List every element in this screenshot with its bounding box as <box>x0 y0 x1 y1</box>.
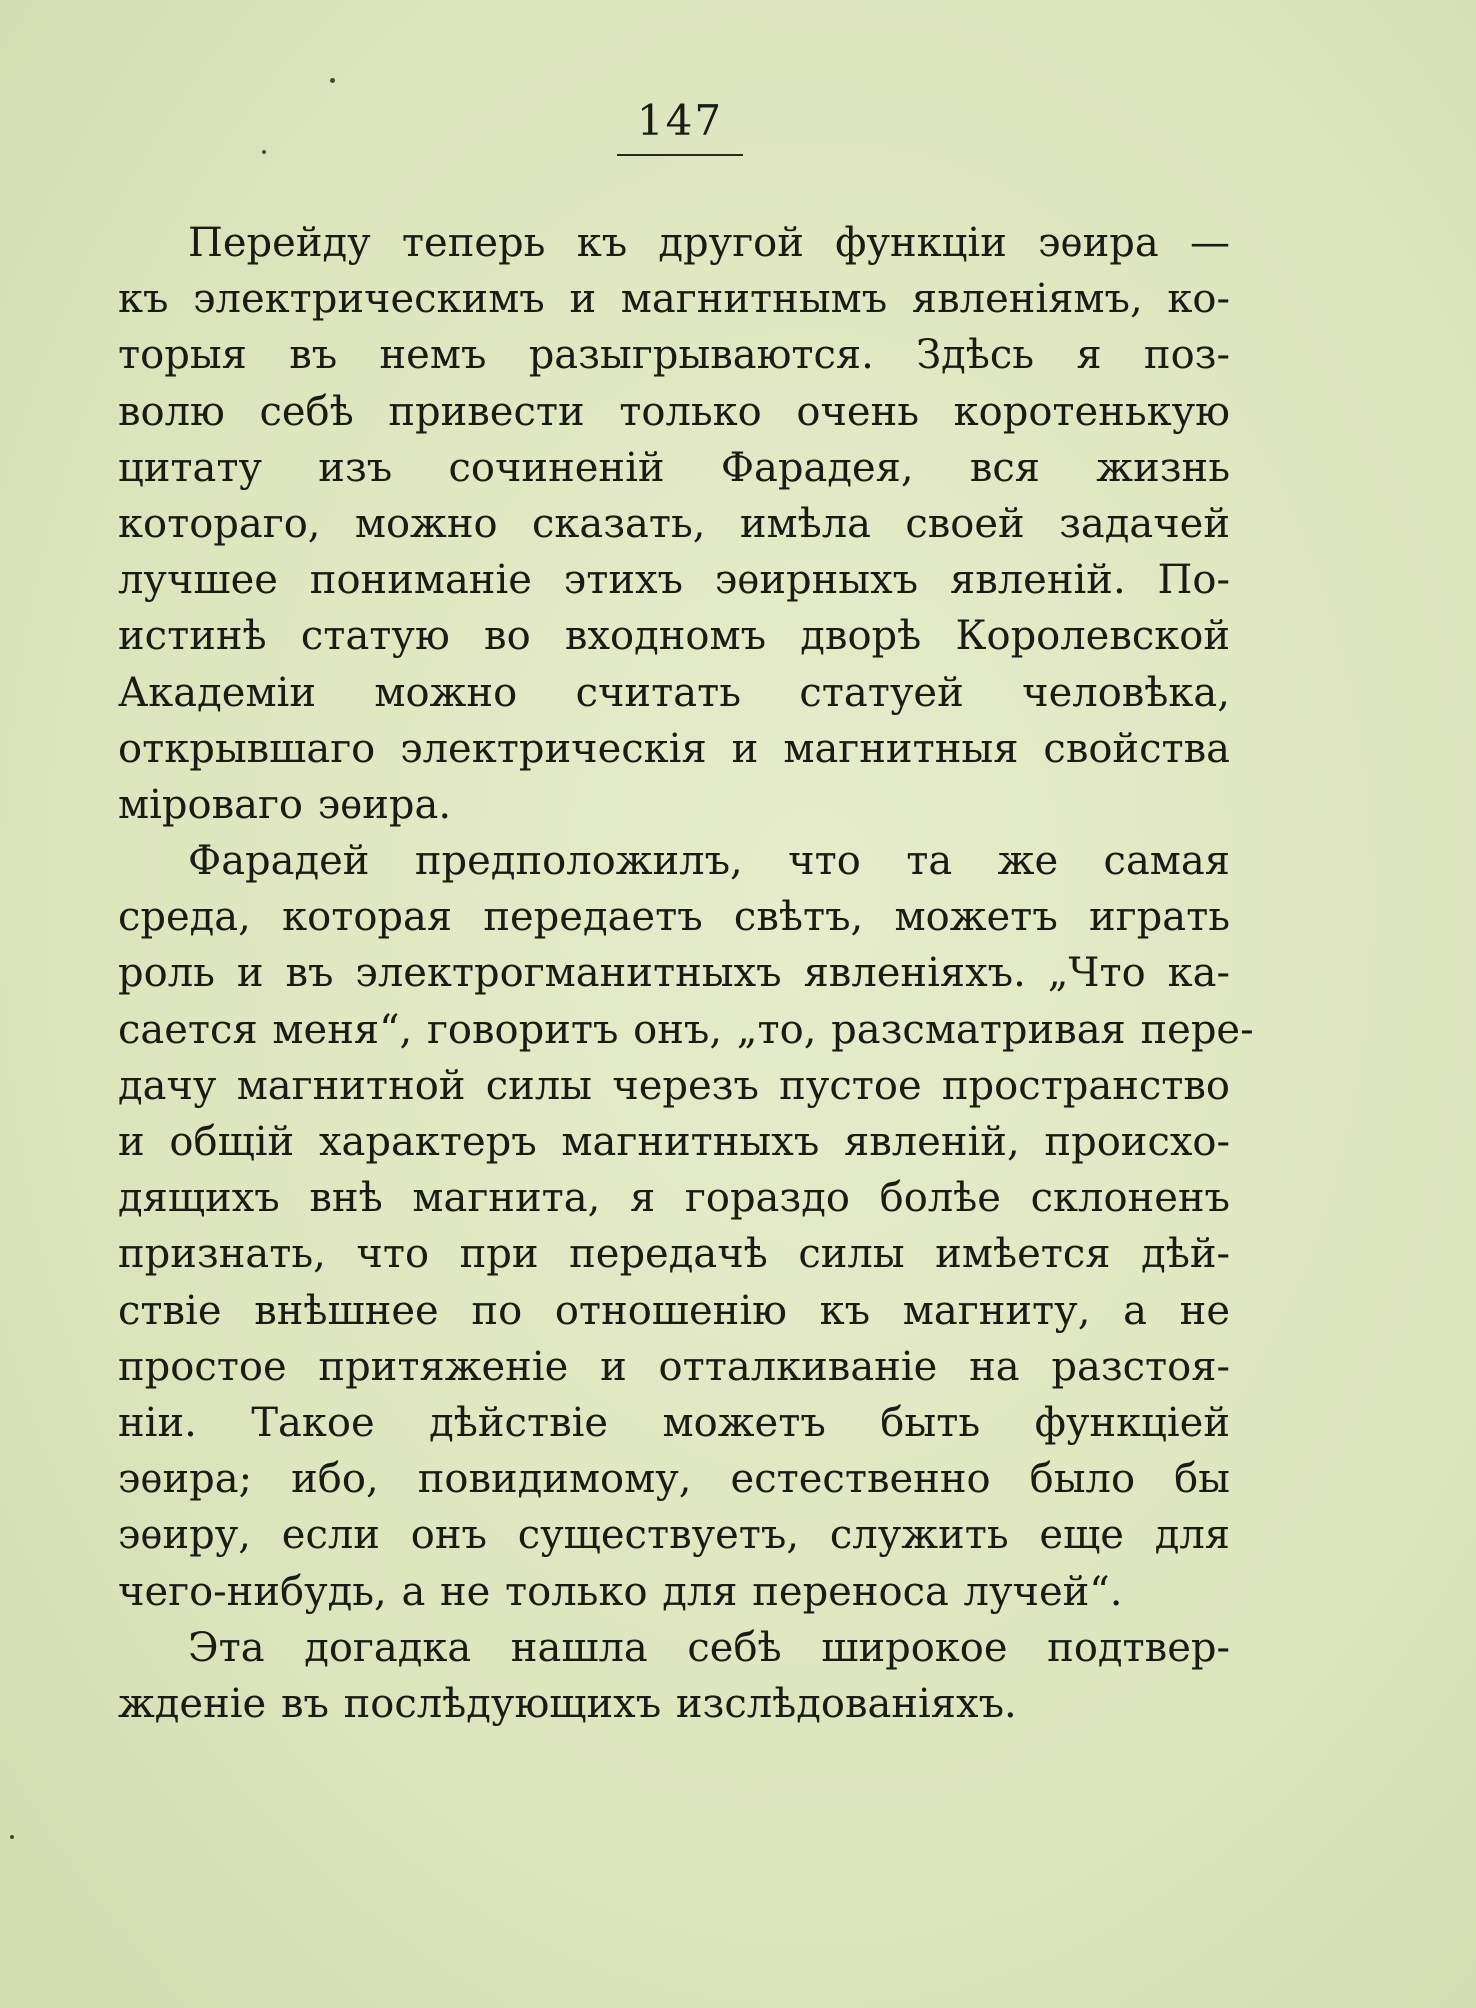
text-line: міроваго эѳира. <box>118 781 452 828</box>
text-line: цитату изъ сочиненій Фарадея, вся жизнь <box>118 444 1230 491</box>
text-line: дачу магнитной силы черезъ пустое пространство <box>118 1062 1230 1109</box>
text-line: лучшее пониманіе этихъ эѳирныхъ явленій. По- <box>118 557 1230 604</box>
paper-speck <box>330 78 335 83</box>
text-line: истинѣ статую во входномъ дворѣ Королевской <box>118 613 1230 660</box>
text-line: простое притяженіе и отталкиваніе на разстоя- <box>118 1343 1230 1390</box>
paper-speck <box>262 150 266 154</box>
text-line: открывшаго электрическія и магнитныя свойства <box>118 725 1230 772</box>
text-line: Перейду теперь къ другой функціи эѳира — <box>188 220 1230 266</box>
text-line: чего-нибудь, а не только для переноса лучей“. <box>118 1568 1123 1615</box>
text-line: признать, что при передачѣ силы имѣется дѣй- <box>118 1231 1230 1278</box>
text-line: и общій характеръ магнитныхъ явленій, происхо- <box>118 1119 1230 1165</box>
text-line: ствіе внѣшнее по отношенію къ магниту, а не <box>118 1287 1230 1334</box>
text-line: жденіе въ послѣдующихъ изслѣдованіяхъ. <box>118 1680 1017 1727</box>
text-line: торыя въ немъ разыгрываются. Здѣсь я поз- <box>118 332 1230 379</box>
text-line: Эта догадка нашла себѣ широкое подтвер- <box>188 1624 1230 1671</box>
text-line: эѳира; ибо, повидимому, естественно было бы <box>118 1456 1230 1503</box>
text-line: къ электрическимъ и магнитнымъ явленіямъ, ко- <box>118 276 1230 323</box>
text-line: котораго, можно сказать, имѣла своей задачей <box>118 500 1230 547</box>
text-line: дящихъ внѣ магнита, я гораздо болѣе склоненъ <box>118 1175 1230 1222</box>
text-line: среда, которая передаетъ свѣтъ, можетъ играть <box>118 894 1230 941</box>
text-line: эѳиру, если онъ существуетъ, служить еще для <box>118 1512 1230 1559</box>
page-number-rule <box>617 154 743 156</box>
body-text <box>118 215 1254 1732</box>
text-line: Фарадей предположилъ, что та же самая <box>188 838 1230 885</box>
paper-speck <box>10 1835 14 1839</box>
page-number: 147 <box>636 96 724 145</box>
text-line: сается меня“, говоритъ онъ, „то, разсматривая пере- <box>118 1006 1254 1053</box>
text-line: роль и въ электрогманитныхъ явленіяхъ. „Что ка- <box>118 950 1230 997</box>
text-line: Академіи можно считать статуей человѣка, <box>118 669 1230 716</box>
text-line: ніи. Такое дѣйствіе можетъ быть функціей <box>118 1399 1230 1446</box>
text-line: волю себѣ привести только очень коротенькую <box>118 388 1230 435</box>
